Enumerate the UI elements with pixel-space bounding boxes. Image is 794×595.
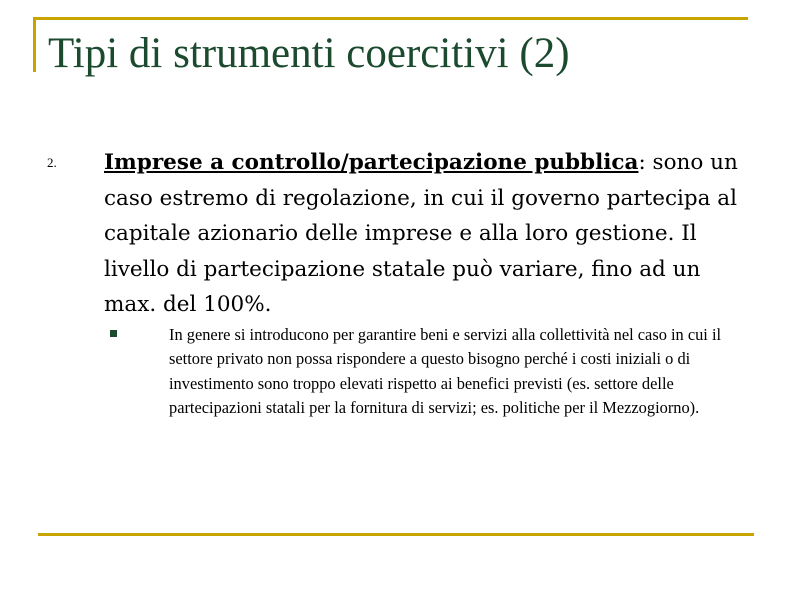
square-bullet-icon	[110, 330, 117, 337]
frame-top-rule	[33, 17, 748, 20]
frame-left-rule	[33, 17, 36, 72]
item-text: : sono un caso estremo di regolazione, in cui il governo partecipa al capitale azionario delle imprese e alla loro gestione. Il livello di partecipazione statale può variare, fino ad un max. del 100%.	[104, 150, 738, 317]
item-number: 2.	[47, 155, 57, 170]
bottom-rule	[38, 533, 754, 536]
slide-title: Tipi di strumenti coercitivi (2)	[48, 30, 570, 77]
main-paragraph	[104, 145, 754, 323]
item-heading: Imprese a controllo/partecipazione pubblica	[104, 150, 639, 175]
sub-paragraph: In genere si introducono per garantire beni e servizi alla collettività nel caso in cui il settore privato non possa rispondere a questo bisogno perché i costi iniziali o di investimento sono troppo elevati rispetto ai benefici previsti (es. settore delle partecipazioni statali per la fornitura di servizi; es. politiche per il Mezzogiorno).	[169, 325, 722, 418]
